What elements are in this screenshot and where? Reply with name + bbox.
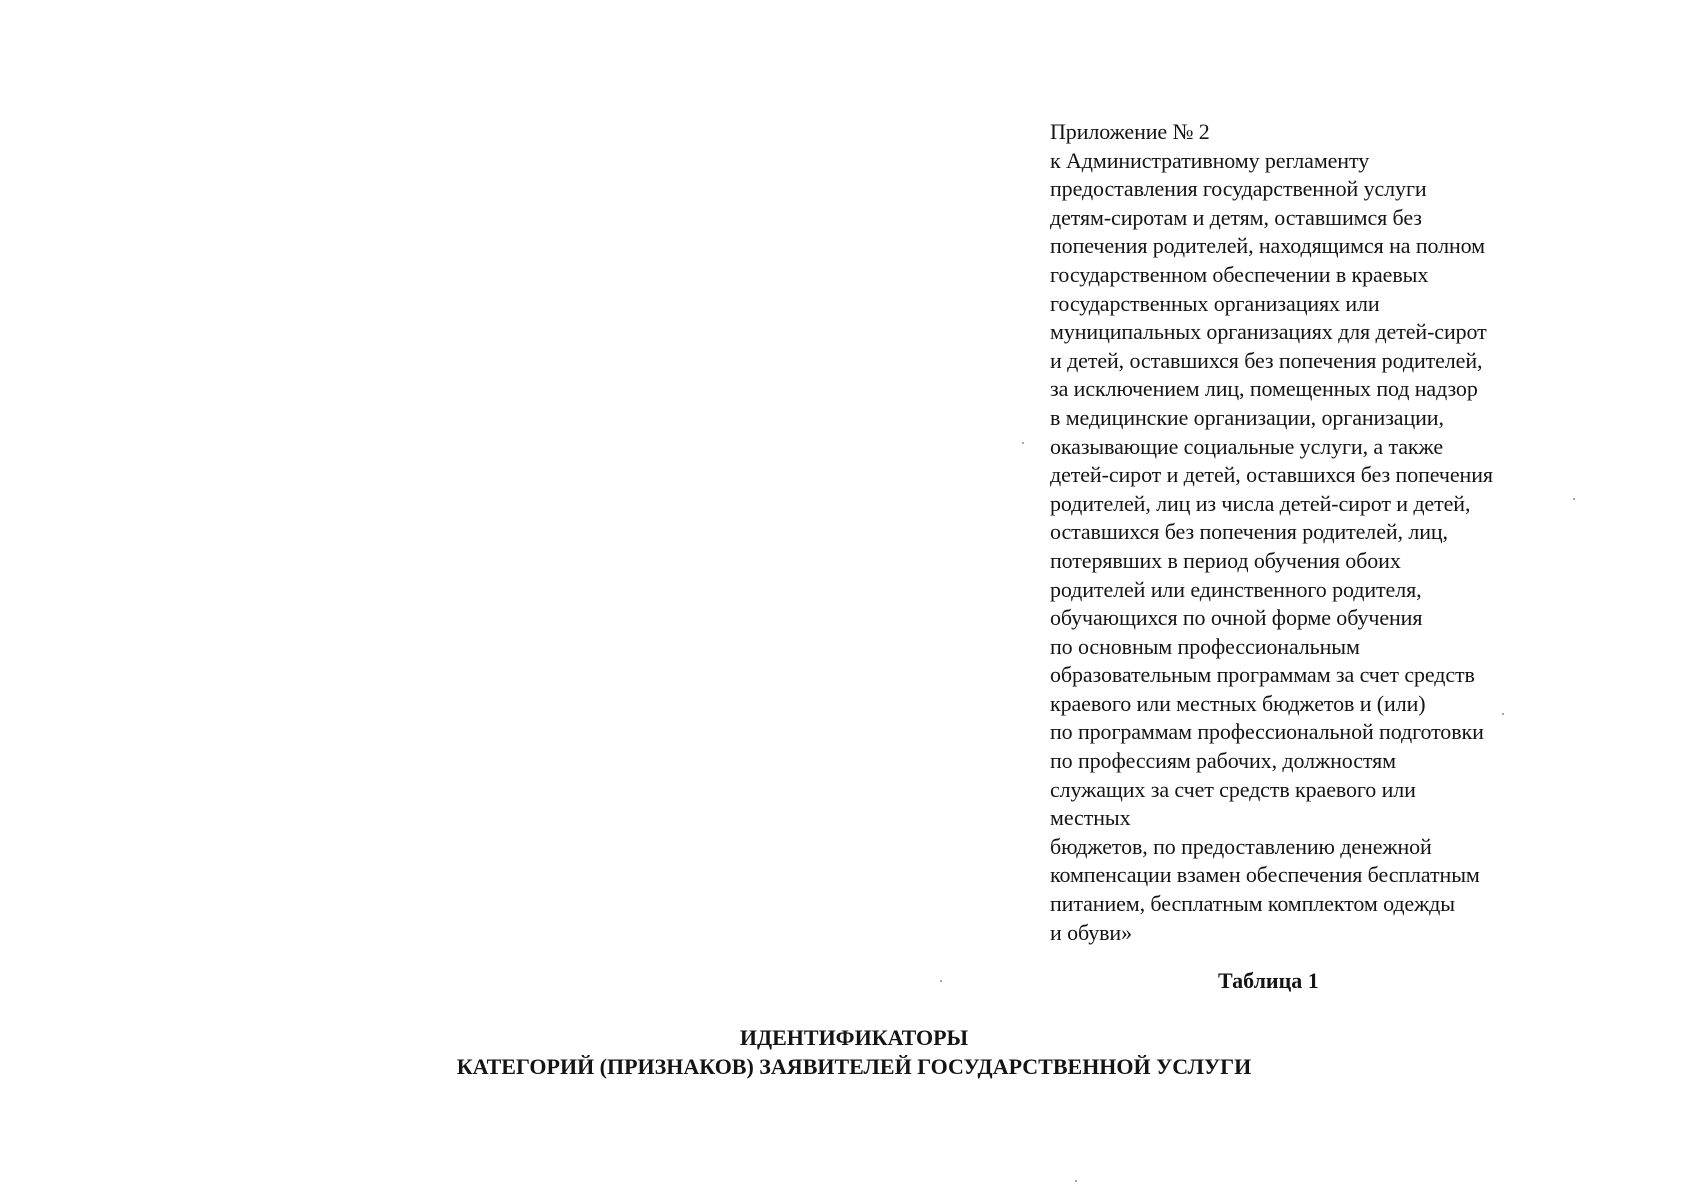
appendix-line: в медицинские организации, организации,	[1050, 404, 1444, 430]
appendix-line: государственных организациях или	[1050, 290, 1380, 316]
scan-speck	[940, 980, 942, 982]
document-title-line-1: ИДЕНТИФИКАТОРЫ	[739, 1025, 969, 1050]
appendix-line: Приложение № 2	[1050, 119, 1210, 144]
appendix-line: оказывающие социальные услуги, а также	[1050, 433, 1443, 459]
appendix-line: питанием, бесплатным комплектом одежды	[1050, 891, 1455, 917]
appendix-line: попечения родителей, находящимся на полном	[1050, 233, 1485, 259]
appendix-line: потерявших в период обучения обоих	[1050, 547, 1401, 573]
appendix-line: бюджетов, по предоставлению денежной	[1050, 833, 1432, 859]
appendix-line: предоставления государственной услуги	[1050, 176, 1427, 202]
appendix-line: обучающихся по очной форме обучения	[1050, 605, 1423, 631]
appendix-line: за исключением лиц, помещенных под надзор	[1050, 376, 1478, 402]
appendix-line: компенсации взамен обеспечения бесплатным	[1050, 862, 1480, 888]
appendix-line: и обуви»	[1050, 919, 1132, 945]
appendix-line: родителей или единственного родителя,	[1050, 576, 1422, 602]
scan-speck	[1502, 713, 1504, 715]
appendix-line: детям-сиротам и детям, оставшимся без	[1050, 204, 1422, 230]
appendix-line: родителей, лиц из числа детей-сирот и детей,	[1050, 490, 1471, 516]
appendix-line: оставшихся без попечения родителей, лиц,	[1050, 519, 1448, 545]
scan-speck	[1075, 1180, 1077, 1182]
appendix-line: и детей, оставшихся без попечения родителей,	[1050, 347, 1483, 373]
appendix-line: по основным профессиональным	[1050, 633, 1360, 659]
appendix-line: по профессиям рабочих, должностям	[1050, 748, 1396, 774]
appendix-line: образовательным программам за счет средств	[1050, 662, 1475, 688]
appendix-line: местных	[1050, 805, 1131, 831]
appendix-line: муниципальных организациях для детей-сирот	[1050, 319, 1487, 345]
appendix-line: детей-сирот и детей, оставшихся без попечения	[1050, 462, 1493, 488]
document-title-line-2: КАТЕГОРИЙ (ПРИЗНАКОВ) ЗАЯВИТЕЛЕЙ ГОСУДАРСТВЕННОЙ УСЛУГИ	[456, 1054, 1252, 1079]
scan-speck	[1573, 498, 1575, 500]
appendix-line: краевого или местных бюджетов и (или)	[1050, 690, 1426, 716]
scan-speck	[1022, 442, 1024, 444]
appendix-line: служащих за счет средств краевого или	[1050, 776, 1416, 802]
appendix-line: к Административному регламенту	[1050, 147, 1370, 173]
table-label: Таблица 1	[1218, 968, 1319, 993]
appendix-header	[1050, 118, 1570, 947]
appendix-line: государственном обеспечении в краевых	[1050, 261, 1429, 287]
appendix-line: по программам профессиональной подготовки	[1050, 719, 1484, 745]
